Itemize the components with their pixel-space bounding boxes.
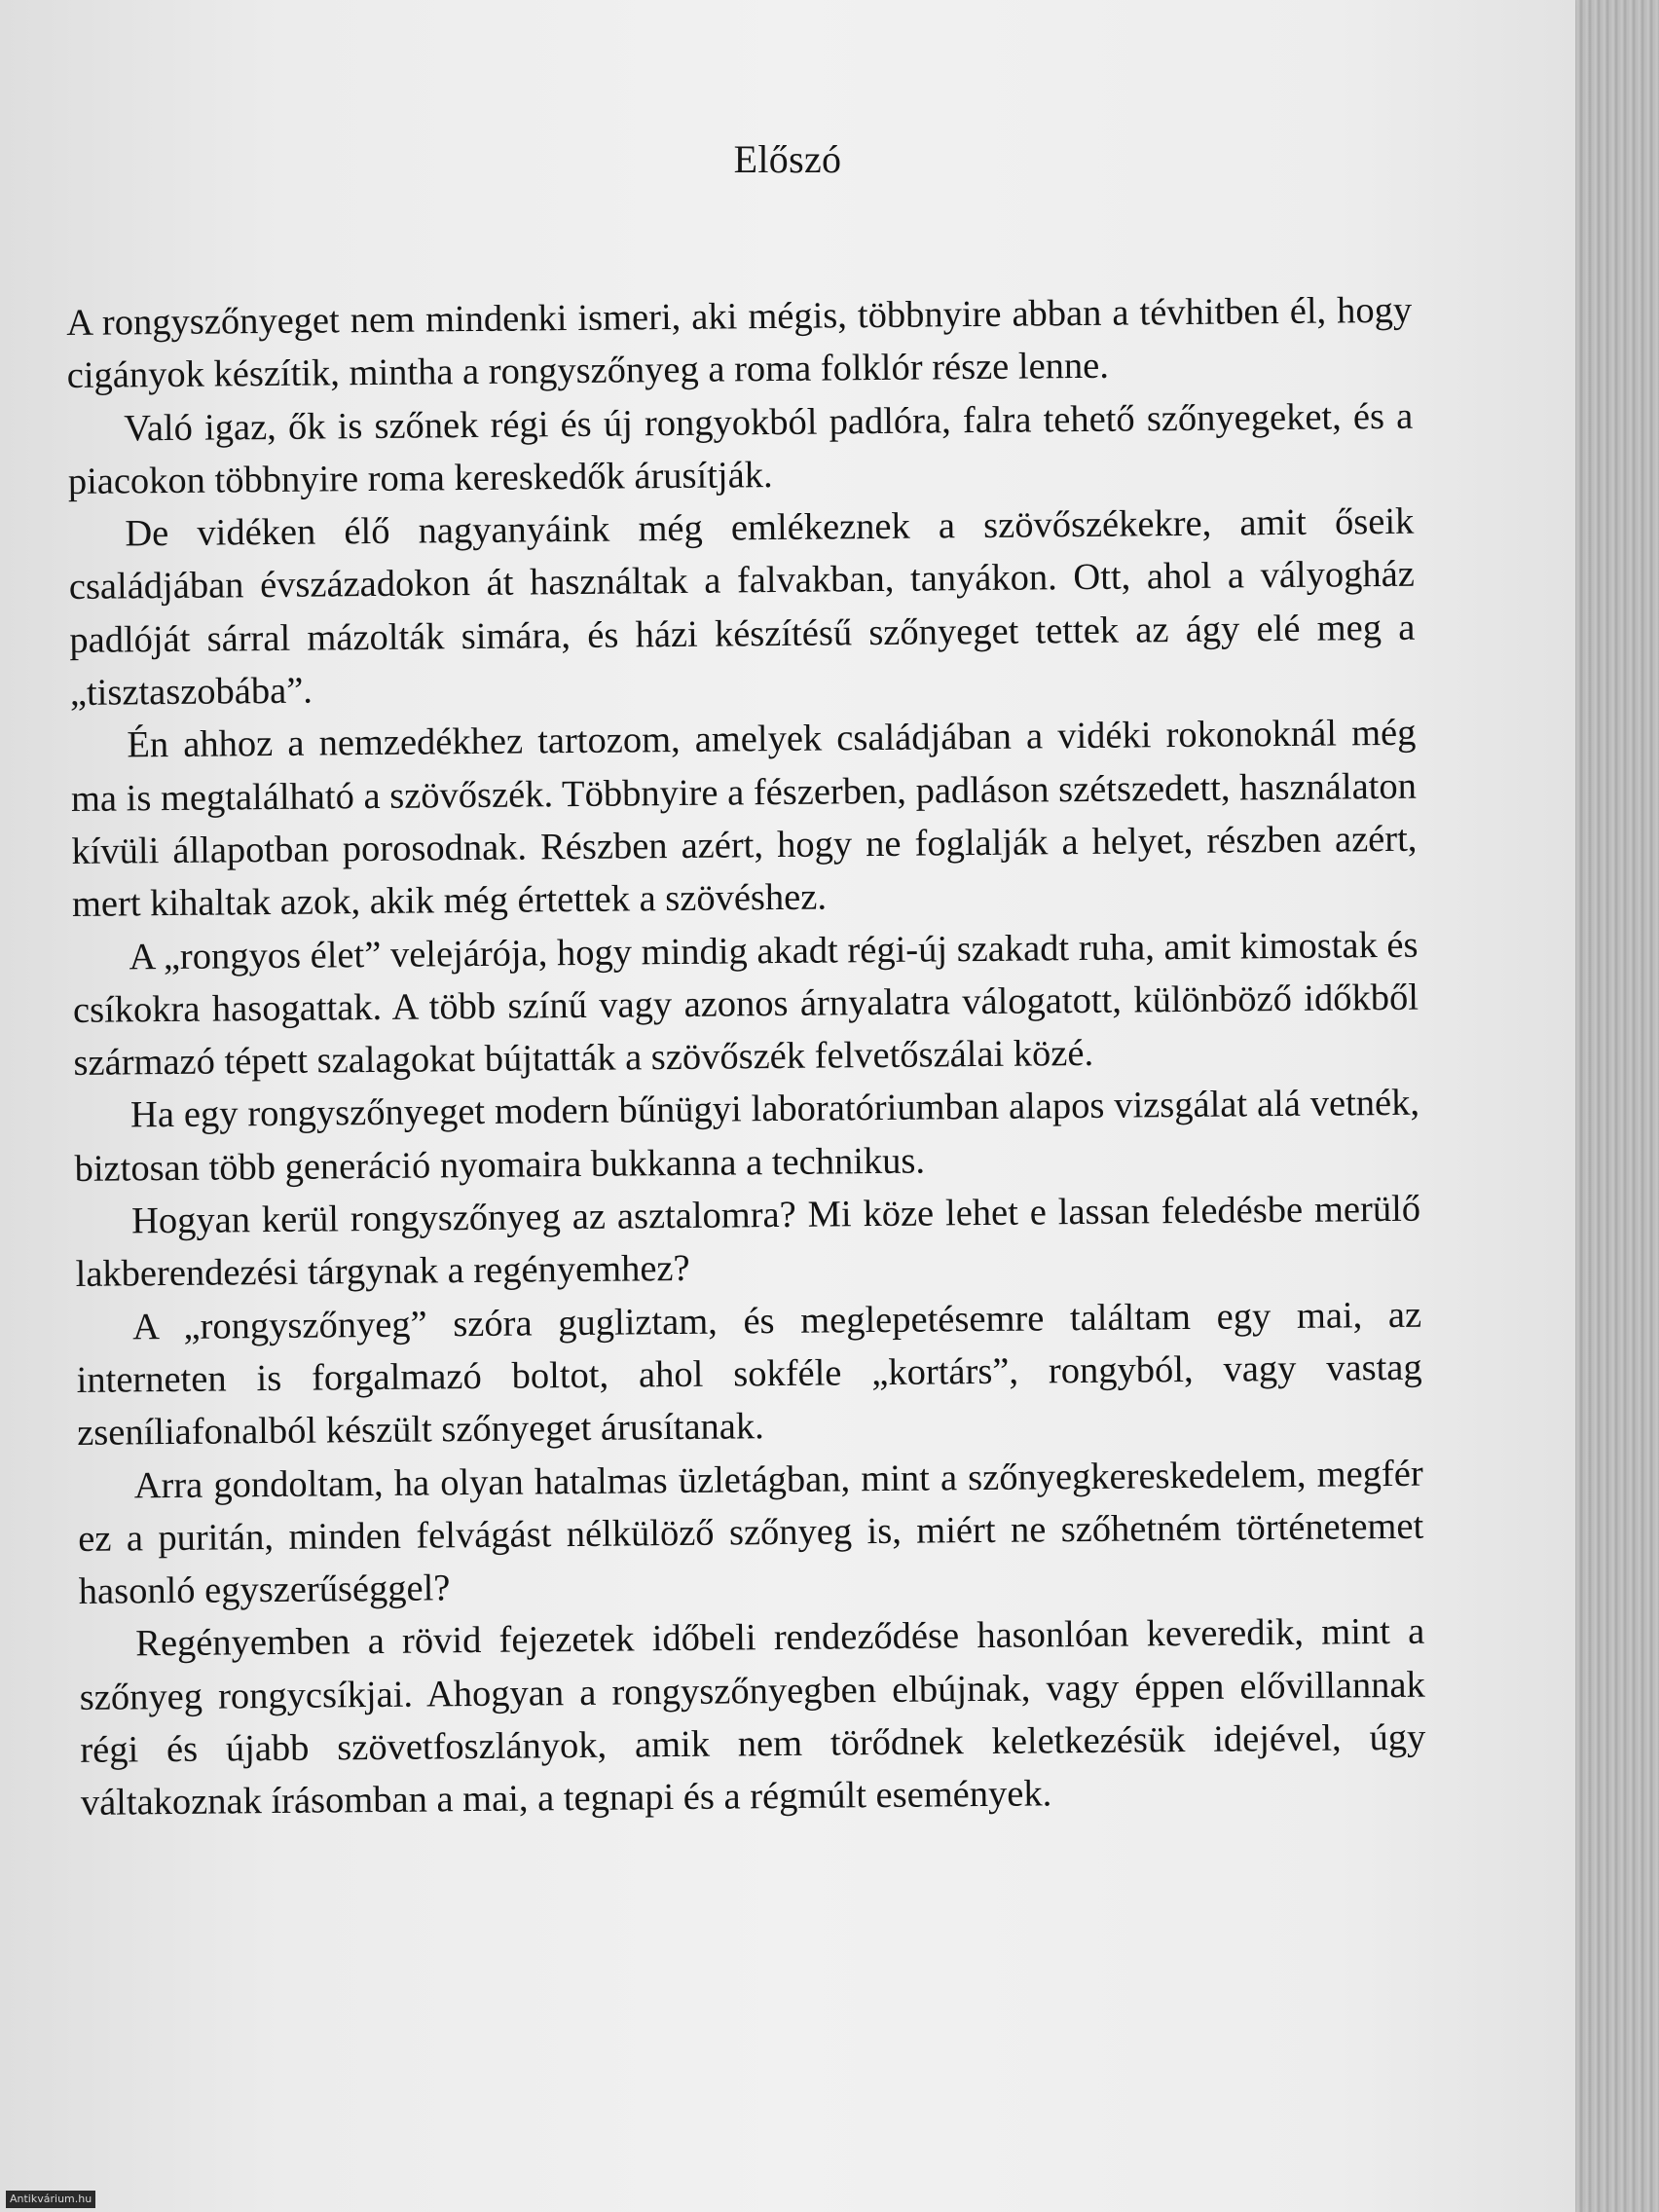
page-title: Előszó (733, 137, 842, 181)
paragraph-1: A rongyszőnyeget nem mindenki ismeri, aki mégis, többnyire abban a tévhitben él, hogy cigányok készítik, mintha a rongyszőnyeg a roma folklór része lenne. (66, 289, 1413, 397)
paragraph-3: De vidéken élő nagyanyáink még emlékeznek a szövőszékekre, amit őseik családjában évszázadokon át használtak a falvakban, tanyákon. Ott, ahol a vályogház padlóját sárral mázolták simára, és házi készítésű szőnyeget tettek az ágy elé meg a „tisztaszobába”. (68, 500, 1416, 715)
paragraph-4: Én ahhoz a nemzedékhez tartozom, amelyek családjában a vidéki rokonoknál még ma is megtalálható a szövőszék. Többnyire a fészerben, padláson szétszedett, használaton kívüli állapotban porosodnak. Részben azért, hogy ne foglalják a helyet, részben azért, mert kihaltak azok, akik még értettek a szövéshez. (70, 713, 1418, 926)
paragraph-5: A „rongyos élet” velejárója, hogy mindig akadt régi-új szakadt ruha, amit kimostak és csíkokra hasogattak. A több színű vagy azonos árnyalatra válogatott, különböző időkből származó tépett szalagokat bújtatták a szövőszék felvetőszálai közé. (72, 924, 1419, 1085)
foreword-text (66, 284, 1426, 1830)
paragraph-10: Regényemben a rövid fejezetek időbeli rendeződése hasonlóan keveredik, mint a szőnyeg rongycsíkjai. Ahogyan a rongyszőnyegben elbújnak, vagy éppen elővillannak régi és újabb szövetfoszlányok, amik nem törődnek keletkezésük idejével, úgy váltakoznak írásomban a mai, a tegnapi és a régmúlt események. (79, 1611, 1426, 1825)
paragraph-7: Hogyan kerül rongyszőnyeg az asztalomra? Mi köze lehet e lassan feledésbe merülő lakberendezési tárgynak a regényemhez? (75, 1188, 1421, 1296)
paragraph-6: Ha egy rongyszőnyeget modern bűnügyi laboratóriumban alapos vizsgálat alá vetnék, biztosan több generáció nyomaira bukkanna a technikus. (74, 1083, 1420, 1190)
page-stack-edge (1575, 0, 1659, 2212)
paragraph-8: A „rongyszőnyeg” szóra gugliztam, és meglepetésemre találtam egy mai, az interneten is forgalmazó boltot, ahol sokféle „kortárs”, rongyból, vagy vastag zseníliafonalból készült szőnyeget árusítanak. (76, 1294, 1422, 1455)
watermark: Antikvárium.hu (6, 2191, 95, 2208)
paragraph-9: Arra gondoltam, ha olyan hatalmas üzletágban, mint a szőnyegkereskedelem, megfér ez a puritán, minden felvágást nélkülöző szőnyeg is, miért ne szőhetném történetemet hasonló egyszerűséggel? (78, 1453, 1424, 1613)
paragraph-2: Való igaz, ők is szőnek régi és új rongyokból padlóra, falra tehető szőnyegeket, és a piacokon többnyire roma kereskedők árusítják. (67, 395, 1414, 502)
